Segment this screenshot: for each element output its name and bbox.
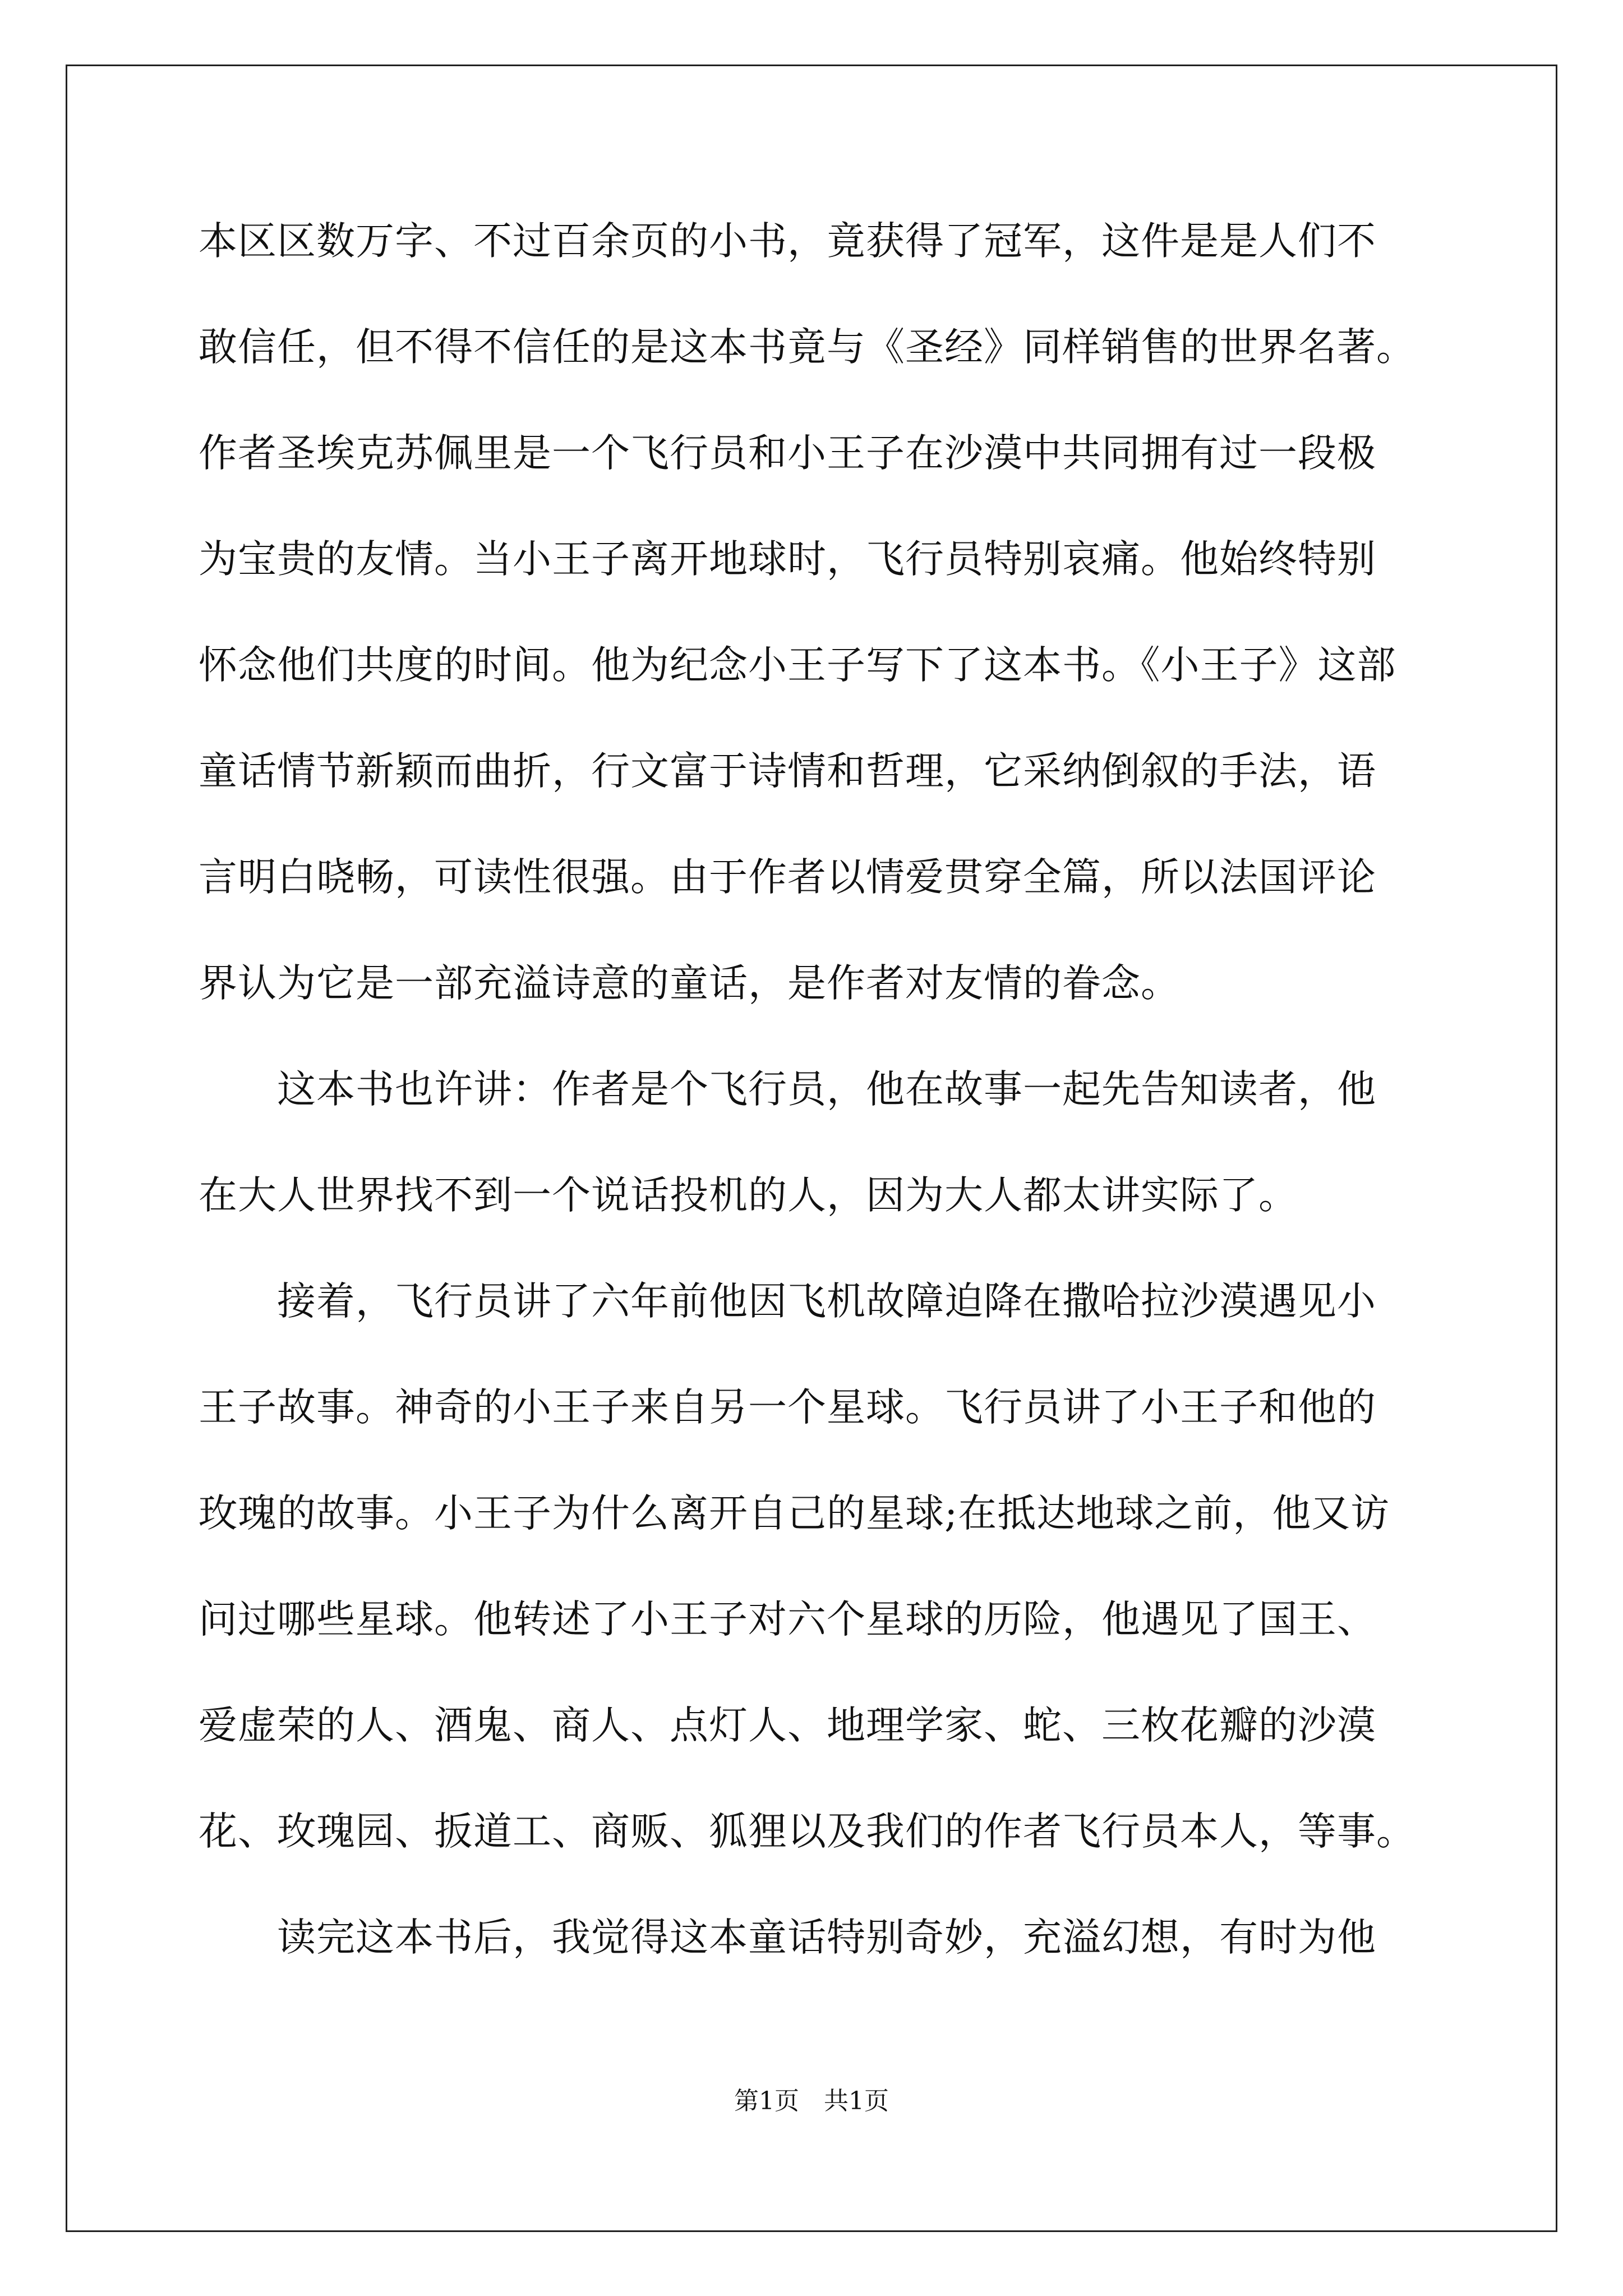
text-line: 为宝贵的友情。当小王子离开地球时，飞行员特别哀痛。他始终特别 [199, 537, 1376, 582]
text-line: 王子故事。神奇的小王子来自另一个星球。飞行员讲了小王子和他的 [199, 1385, 1376, 1430]
text-line: 怀念他们共度的时间。他为纪念小王子写下了这本书。《小王子》这部 [199, 643, 1396, 688]
text-line: 本区区数万字、不过百余页的小书，竟获得了冠军，这件是是人们不 [199, 219, 1376, 264]
text-line: 在大人世界找不到一个说话投机的人，因为大人都太讲实际了。 [199, 1173, 1298, 1218]
text-line: 言明白晓畅，可读性很强。由于作者以情爱贯穿全篇，所以法国评论 [199, 855, 1376, 900]
document-body [199, 213, 1455, 2016]
paragraph-start-line: 读完这本书后，我觉得这本童话特别奇妙，充溢幻想，有时为他 [277, 1915, 1376, 1960]
page-number-footer: 第1页 共1页 [734, 2087, 889, 2115]
text-line: 爱虚荣的人、酒鬼、商人、点灯人、地理学家、蛇、三枚花瓣的沙漠 [199, 1703, 1376, 1748]
paragraph-start-line: 这本书也许讲：作者是个飞行员，他在故事一起先告知读者，他 [277, 1067, 1376, 1112]
text-line: 界认为它是一部充溢诗意的童话，是作者对友情的眷念。 [199, 961, 1180, 1006]
text-line: 玫瑰的故事。小王子为什么离开自己的星球;在抵达地球之前，他又访 [199, 1491, 1390, 1536]
text-line: 作者圣埃克苏佩里是一个飞行员和小王子在沙漠中共同拥有过一段极 [199, 431, 1376, 476]
text-line: 花、玫瑰园、扳道工、商贩、狐狸以及我们的作者飞行员本人，等事。 [199, 1809, 1415, 1854]
paragraph-start-line: 接着，飞行员讲了六年前他因飞机故障迫降在撒哈拉沙漠遇见小 [277, 1279, 1376, 1324]
text-line: 敢信任，但不得不信任的是这本书竟与《圣经》同样销售的世界名著。 [199, 325, 1415, 370]
text-line: 问过哪些星球。他转述了小王子对六个星球的历险，他遇见了国王、 [199, 1597, 1376, 1642]
text-line: 童话情节新颖而曲折，行文富于诗情和哲理，它采纳倒叙的手法，语 [199, 749, 1376, 794]
